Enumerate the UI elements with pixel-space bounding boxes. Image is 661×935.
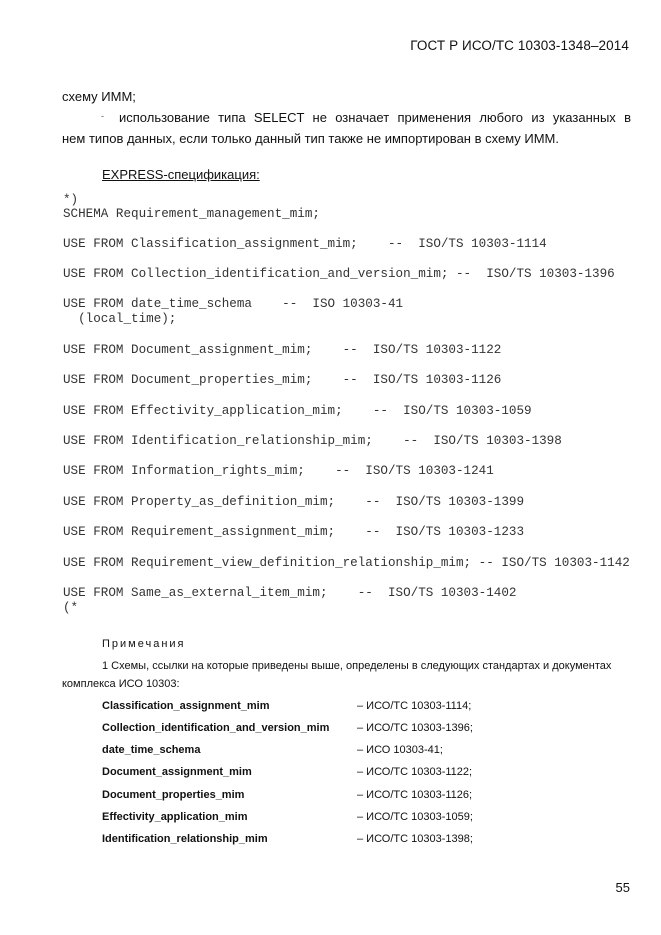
- schema-reference: – ИСО/ТС 10303-1396;: [357, 722, 473, 734]
- document-header: ГОСТ Р ИСО/ТС 10303-1348–2014: [410, 38, 629, 53]
- schema-reference: – ИСО/ТС 10303-1398;: [357, 833, 473, 845]
- page-number: 55: [615, 880, 630, 895]
- code-use-line: USE FROM Classification_assignment_mim; -- ISO/TS 10303-1114: [63, 237, 547, 251]
- schema-name: Effectivity_application_mim: [102, 811, 248, 823]
- code-use-line: USE FROM Effectivity_application_mim; -- ISO/TS 10303-1059: [63, 404, 532, 418]
- schema-reference: – ИСО/ТС 10303-1126;: [357, 789, 473, 801]
- intro-line: схему ИММ;: [62, 89, 136, 104]
- schema-reference: – ИСО 10303-41;: [357, 744, 443, 756]
- code-schema-line: SCHEMA Requirement_management_mim;: [63, 207, 320, 221]
- code-continuation-line: (local_time);: [63, 312, 177, 326]
- code-use-line: USE FROM date_time_schema -- ISO 10303-41: [63, 297, 404, 311]
- schema-name: Identification_relationship_mim: [102, 833, 268, 845]
- code-use-line: USE FROM Property_as_definition_mim; -- ISO/TS 10303-1399: [63, 495, 525, 509]
- notes-line-1: 1 Схемы, ссылки на которые приведены выше, определены в следующих стандартах и документах: [102, 660, 612, 672]
- express-spec-heading: EXPRESS-спецификация:: [102, 167, 260, 182]
- code-use-line: USE FROM Collection_identification_and_version_mim; -- ISO/TS 10303-1396: [63, 267, 615, 281]
- notes-heading: Примечания: [102, 638, 186, 650]
- schema-reference: – ИСО/ТС 10303-1059;: [357, 811, 473, 823]
- bullet-text-line-1: использование типа SELECT не означает применения любого из указанных в: [119, 110, 631, 125]
- code-use-line: USE FROM Same_as_external_item_mim; -- ISO/TS 10303-1402: [63, 586, 517, 600]
- code-use-line: USE FROM Requirement_assignment_mim; -- ISO/TS 10303-1233: [63, 525, 525, 539]
- schema-name: Classification_assignment_mim: [102, 700, 270, 712]
- schema-reference: – ИСО/ТС 10303-1114;: [357, 700, 472, 712]
- schema-reference: – ИСО/ТС 10303-1122;: [357, 766, 473, 778]
- schema-name: Document_properties_mim: [102, 789, 245, 801]
- code-use-line: USE FROM Document_properties_mim; -- ISO/TS 10303-1126: [63, 373, 502, 387]
- code-close-comment: (*: [63, 601, 79, 615]
- code-use-line: USE FROM Identification_relationship_mim; -- ISO/TS 10303-1398: [63, 434, 562, 448]
- schema-name: date_time_schema: [102, 744, 201, 756]
- schema-name: Collection_identification_and_version_mim: [102, 722, 330, 734]
- code-use-line: USE FROM Information_rights_mim; -- ISO/TS 10303-1241: [63, 464, 494, 478]
- code-use-line: USE FROM Requirement_view_definition_relationship_mim; -- ISO/TS 10303-1142: [63, 556, 630, 570]
- notes-line-2: комплекса ИСО 10303:: [62, 678, 180, 690]
- bullet-marker: -: [101, 111, 104, 121]
- bullet-text-line-2: нем типов данных, если только данный тип также не импортирован в схему ИММ.: [62, 131, 560, 146]
- code-use-line: USE FROM Document_assignment_mim; -- ISO/TS 10303-1122: [63, 343, 502, 357]
- code-open-comment: *): [63, 193, 79, 207]
- schema-name: Document_assignment_mim: [102, 766, 252, 778]
